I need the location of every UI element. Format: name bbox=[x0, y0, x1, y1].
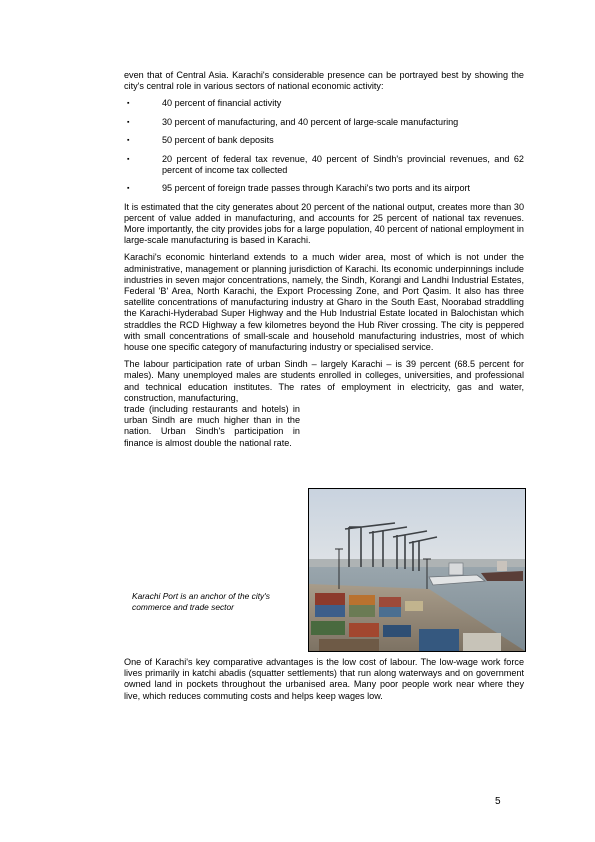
square-bullet-icon: ▪ bbox=[127, 100, 130, 108]
figure-caption: Karachi Port is an anchor of the city's commerce and trade sector bbox=[132, 591, 270, 612]
square-bullet-icon: ▪ bbox=[127, 118, 130, 126]
square-bullet-icon: ▪ bbox=[127, 185, 130, 193]
output-paragraph: It is estimated that the city generates about 20 percent of the national output, creates more than 30 percent of value added in manufacturing, and accounts for 25 percent of national tax revenues. More importantly, the city provides jobs for a large population, 40 percent of national employment in large-scale manufacturing is based in Karachi. bbox=[124, 201, 524, 246]
labour-paragraph-wrapped: trade (including restaurants and hotels) in urban Sindh are much higher than in the nation. Urban Sindh's participation in finance is almost double the national rate. bbox=[124, 404, 300, 448]
list-item: ▪ 50 percent of bank deposits bbox=[127, 135, 274, 146]
square-bullet-icon: ▪ bbox=[127, 137, 130, 145]
list-item: ▪ 30 percent of manufacturing, and 40 percent of large-scale manufacturing bbox=[127, 116, 459, 127]
economic-activity-list bbox=[124, 98, 524, 194]
list-item: ▪ 20 percent of federal tax revenue, 40 percent of Sindh's provincial revenues, and 62 percent of income tax collected bbox=[127, 153, 524, 175]
square-bullet-icon: ▪ bbox=[127, 155, 130, 163]
body-text-top bbox=[124, 70, 524, 449]
hinterland-paragraph: Karachi's economic hinterland extends to a much wider area, most of which is not under the administrative, management or planning jurisdiction of Karachi. Its economic underpinnings include industries in seven major concentrations, namely, the Sindh, Korangi and Landhi Industrial Estates, Federal 'B' Area, North Karachi, the Export Processing Zone, and Port Qasim. It also has three satellite concentrations of manufacturing industry at Gharo in the South East, Noorabad straddling the Karachi-Hyderabad Super Highway and the Hub Industrial Estate located in Balochistan which straddles the RCD Highway a few kilometres beyond the Hub River crossing. The city is peppered with small concentrations of small-scale and household manufacturing industries, most of which house one specific category of manufacturing industry or specialised service. bbox=[124, 252, 524, 352]
karachi-port-photo bbox=[308, 488, 526, 652]
list-item: ▪ 40 percent of financial activity bbox=[127, 98, 282, 109]
list-item: ▪ 95 percent of foreign trade passes through Karachi's two ports and its airport bbox=[127, 183, 471, 194]
labour-paragraph bbox=[124, 359, 524, 404]
closing-paragraph: One of Karachi's key comparative advantages is the low cost of labour. The low-wage work force lives primarily in katchi abadis (squatter settlements) that run along waterways and on government owned land in pockets throughout the urbanised area. Many poor people work near where they live, which reduces commuting costs and helps keep wages low. bbox=[124, 657, 524, 701]
intro-paragraph: even that of Central Asia. Karachi's considerable presence can be portrayed best by showing the city's central role in various sectors of national economic activity: bbox=[124, 70, 524, 92]
labour-paragraph-full: The labour participation rate of urban Sindh – largely Karachi – is 39 percent (68.5 percent for males). Many unemployed males are students enrolled in colleges, universities, and professional and technical education institutes. The rates of employment in electricity, gas and water, construction, manufacturing, bbox=[124, 359, 524, 403]
page-number: 5 bbox=[495, 796, 501, 807]
